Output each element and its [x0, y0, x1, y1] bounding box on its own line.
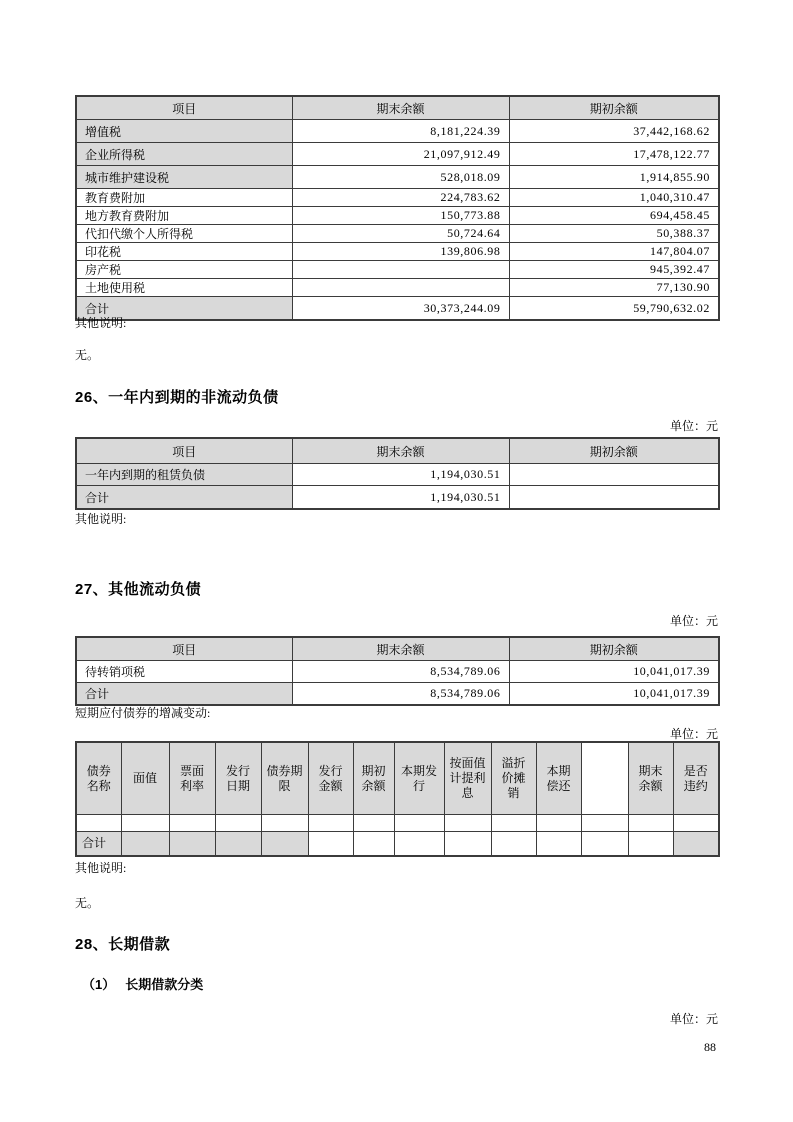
beginning-balance-cell: 694,458.45 [509, 207, 719, 225]
beginning-balance-cell: 17,478,122.77 [509, 143, 719, 166]
beginning-balance-cell: 50,388.37 [509, 225, 719, 243]
tax-item-cell: 印花税 [76, 243, 292, 261]
table-total-row [76, 486, 719, 510]
empty-cell [536, 815, 581, 832]
total-label-cell: 合计 [76, 486, 292, 510]
column-header-ending-balance: 期末余额 [292, 637, 509, 661]
ending-balance-cell: 150,773.88 [292, 207, 509, 225]
none-text: 无。 [75, 348, 100, 362]
column-header-item: 项目 [76, 96, 292, 120]
empty-cell [261, 832, 308, 857]
column-header-item: 项目 [76, 438, 292, 464]
column-header-bond-name: 债券名称 [76, 742, 121, 815]
section-27-heading: 27、其他流动负债 [75, 581, 202, 598]
unit-label: 单位：元 [669, 1012, 718, 1026]
ending-balance-cell: 21,097,912.49 [292, 143, 509, 166]
table-header-row [76, 742, 719, 815]
beginning-balance-cell: 77,130.90 [509, 279, 719, 297]
empty-cell [444, 815, 491, 832]
empty-cell [215, 815, 261, 832]
section-28-subheading [82, 974, 203, 993]
total-label-cell: 合计 [76, 683, 292, 706]
table-row [76, 143, 719, 166]
column-header-beginning-balance: 期初余额 [509, 96, 719, 120]
column-header-item: 项目 [76, 637, 292, 661]
column-header-current-repayment: 本期偿还 [536, 742, 581, 815]
column-header-opening-balance: 期初余额 [353, 742, 394, 815]
empty-cell [673, 832, 719, 857]
empty-cell [536, 832, 581, 857]
none-text: 无。 [75, 896, 100, 910]
ending-balance-cell: 1,194,030.51 [292, 464, 509, 486]
empty-cell [121, 815, 169, 832]
noncurrent-liabilities-due-table [75, 437, 720, 510]
empty-cell [261, 815, 308, 832]
table-row [76, 661, 719, 683]
ending-balance-cell: 50,724.64 [292, 225, 509, 243]
empty-cell [76, 815, 121, 832]
other-current-liabilities-table [75, 636, 720, 706]
section-28-heading: 28、长期借款 [75, 936, 171, 953]
beginning-balance-cell: 37,442,168.62 [509, 120, 719, 143]
column-header-ending-balance: 期末余额 [292, 96, 509, 120]
table-total-row [76, 832, 719, 857]
empty-cell [628, 815, 673, 832]
table-row [76, 189, 719, 207]
other-notes-label: 其他说明: [75, 512, 127, 526]
ending-balance-cell: 8,181,224.39 [292, 120, 509, 143]
beginning-balance-cell [509, 486, 719, 510]
short-term-bonds-table [75, 741, 720, 857]
unit-label: 单位：元 [669, 419, 718, 433]
ending-balance-cell: 1,194,030.51 [292, 486, 509, 510]
column-header-beginning-balance: 期初余额 [509, 438, 719, 464]
ending-balance-cell: 30,373,244.09 [292, 297, 509, 321]
tax-item-cell: 土地使用税 [76, 279, 292, 297]
other-notes-label: 其他说明: [75, 316, 127, 330]
empty-cell [121, 832, 169, 857]
other-notes-label: 其他说明: [75, 861, 127, 875]
empty-cell [628, 832, 673, 857]
empty-cell [491, 815, 536, 832]
column-header-closing-balance: 期末余额 [628, 742, 673, 815]
column-header-face-value: 面值 [121, 742, 169, 815]
column-header-beginning-balance: 期初余额 [509, 637, 719, 661]
subheading-text: 长期借款分类 [125, 977, 204, 992]
tax-item-cell: 教育费附加 [76, 189, 292, 207]
item-cell: 待转销项税 [76, 661, 292, 683]
empty-cell [491, 832, 536, 857]
table-row [76, 166, 719, 189]
tax-item-cell: 地方教育费附加 [76, 207, 292, 225]
table-row [76, 464, 719, 486]
empty-cell [353, 815, 394, 832]
column-header-blank [581, 742, 628, 815]
empty-cell [444, 832, 491, 857]
column-header-interest-at-face-value: 按面值计提利息 [444, 742, 491, 815]
empty-cell [581, 832, 628, 857]
empty-cell [394, 832, 444, 857]
table-total-row [76, 297, 719, 321]
tax-item-cell: 增值税 [76, 120, 292, 143]
empty-cell [673, 815, 719, 832]
table-header-row [76, 637, 719, 661]
total-label-cell: 合计 [76, 832, 121, 857]
empty-cell [394, 815, 444, 832]
table-header-row [76, 96, 719, 120]
unit-label: 单位：元 [669, 614, 718, 628]
tax-item-cell: 企业所得税 [76, 143, 292, 166]
table-row [76, 815, 719, 832]
column-header-current-issue: 本期发行 [394, 742, 444, 815]
empty-cell [581, 815, 628, 832]
unit-label: 单位：元 [669, 727, 718, 741]
empty-cell [353, 832, 394, 857]
tax-item-cell: 城市维护建设税 [76, 166, 292, 189]
tax-item-cell: 代扣代缴个人所得税 [76, 225, 292, 243]
ending-balance-cell: 8,534,789.06 [292, 661, 509, 683]
empty-cell [308, 832, 353, 857]
beginning-balance-cell: 1,040,310.47 [509, 189, 719, 207]
table-row [76, 243, 719, 261]
beginning-balance-cell: 1,914,855.90 [509, 166, 719, 189]
table-row [76, 225, 719, 243]
table-total-row [76, 683, 719, 706]
taxes-payable-table [75, 95, 720, 321]
empty-cell [215, 832, 261, 857]
bonds-change-caption: 短期应付债券的增减变动: [75, 706, 211, 720]
ending-balance-cell [292, 279, 509, 297]
column-header-default-status: 是否违约 [673, 742, 719, 815]
ending-balance-cell [292, 261, 509, 279]
total-label-cell: 合计 [76, 297, 292, 321]
empty-cell [308, 815, 353, 832]
empty-cell [169, 832, 215, 857]
table-row [76, 120, 719, 143]
ending-balance-cell: 528,018.09 [292, 166, 509, 189]
beginning-balance-cell [509, 464, 719, 486]
ending-balance-cell: 139,806.98 [292, 243, 509, 261]
beginning-balance-cell: 147,804.07 [509, 243, 719, 261]
column-header-issue-date: 发行日期 [215, 742, 261, 815]
table-row [76, 279, 719, 297]
column-header-issue-amount: 发行金额 [308, 742, 353, 815]
column-header-ending-balance: 期末余额 [292, 438, 509, 464]
column-header-coupon-rate: 票面利率 [169, 742, 215, 815]
beginning-balance-cell: 10,041,017.39 [509, 683, 719, 706]
column-header-bond-term: 债券期限 [261, 742, 308, 815]
ending-balance-cell: 8,534,789.06 [292, 683, 509, 706]
table-row [76, 261, 719, 279]
page-number: 88 [704, 1040, 716, 1054]
table-row [76, 207, 719, 225]
column-header-premium-discount-amortization: 溢折价摊销 [491, 742, 536, 815]
section-26-heading: 26、一年内到期的非流动负债 [75, 389, 279, 406]
beginning-balance-cell: 945,392.47 [509, 261, 719, 279]
beginning-balance-cell: 59,790,632.02 [509, 297, 719, 321]
empty-cell [169, 815, 215, 832]
subheading-marker: （1） [82, 977, 116, 992]
ending-balance-cell: 224,783.62 [292, 189, 509, 207]
tax-item-cell: 房产税 [76, 261, 292, 279]
beginning-balance-cell: 10,041,017.39 [509, 661, 719, 683]
item-cell: 一年内到期的租赁负债 [76, 464, 292, 486]
table-header-row [76, 438, 719, 464]
